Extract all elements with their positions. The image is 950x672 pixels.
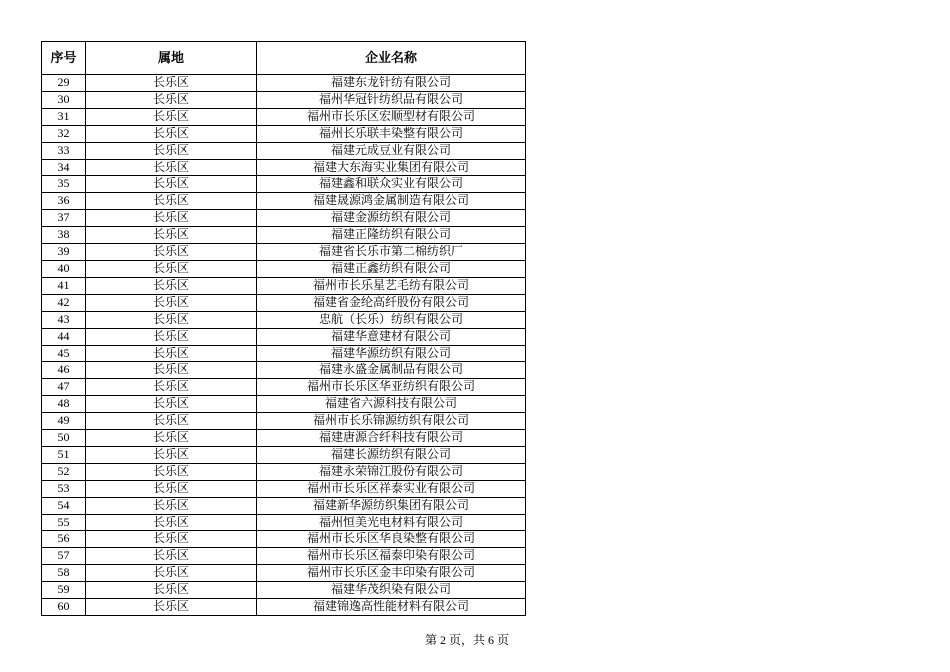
cell-index: 39 [42, 244, 86, 261]
table-row [42, 176, 526, 193]
cell-company-name: 福建鑫和联众实业有限公司 [257, 176, 526, 193]
cell-region: 长乐区 [86, 277, 257, 294]
cell-index: 47 [42, 379, 86, 396]
cell-index: 38 [42, 227, 86, 244]
cell-region: 长乐区 [86, 108, 257, 125]
table-row [42, 582, 526, 599]
cell-region: 长乐区 [86, 91, 257, 108]
cell-index: 58 [42, 565, 86, 582]
table-row [42, 362, 526, 379]
cell-region: 长乐区 [86, 193, 257, 210]
table-row [42, 514, 526, 531]
table-row [42, 599, 526, 616]
cell-company-name: 福建元成豆业有限公司 [257, 142, 526, 159]
table-row [42, 193, 526, 210]
cell-index: 55 [42, 514, 86, 531]
cell-region: 长乐区 [86, 548, 257, 565]
cell-region: 长乐区 [86, 565, 257, 582]
cell-index: 57 [42, 548, 86, 565]
cell-company-name: 福建正鑫纺织有限公司 [257, 260, 526, 277]
table-row [42, 277, 526, 294]
cell-index: 49 [42, 413, 86, 430]
table-row [42, 396, 526, 413]
cell-company-name: 福建永盛金属制品有限公司 [257, 362, 526, 379]
cell-region: 长乐区 [86, 463, 257, 480]
cell-company-name: 福建东龙针纺有限公司 [257, 75, 526, 92]
table-row [42, 294, 526, 311]
cell-index: 50 [42, 430, 86, 447]
table-row [42, 227, 526, 244]
table-row [42, 311, 526, 328]
cell-index: 48 [42, 396, 86, 413]
cell-region: 长乐区 [86, 75, 257, 92]
cell-region: 长乐区 [86, 142, 257, 159]
cell-company-name: 福建大东海实业集团有限公司 [257, 159, 526, 176]
cell-company-name: 忠航（长乐）纺织有限公司 [257, 311, 526, 328]
cell-index: 59 [42, 582, 86, 599]
cell-index: 30 [42, 91, 86, 108]
cell-index: 36 [42, 193, 86, 210]
cell-company-name: 福州市长乐锦源纺织有限公司 [257, 413, 526, 430]
cell-company-name: 福州长乐联丰染整有限公司 [257, 125, 526, 142]
cell-company-name: 福建唐源合纤科技有限公司 [257, 430, 526, 447]
table-row [42, 328, 526, 345]
cell-index: 42 [42, 294, 86, 311]
cell-region: 长乐区 [86, 413, 257, 430]
table-row [42, 75, 526, 92]
cell-company-name: 福建正隆纺织有限公司 [257, 227, 526, 244]
table-row [42, 430, 526, 447]
cell-company-name: 福州市长乐星艺毛纺有限公司 [257, 277, 526, 294]
cell-region: 长乐区 [86, 210, 257, 227]
cell-region: 长乐区 [86, 396, 257, 413]
cell-index: 31 [42, 108, 86, 125]
cell-index: 40 [42, 260, 86, 277]
header-index: 序号 [42, 42, 86, 75]
cell-region: 长乐区 [86, 311, 257, 328]
table-row [42, 548, 526, 565]
cell-company-name: 福建长源纺织有限公司 [257, 446, 526, 463]
cell-company-name: 福建华茂织染有限公司 [257, 582, 526, 599]
table-row [42, 565, 526, 582]
cell-index: 46 [42, 362, 86, 379]
cell-company-name: 福州市长乐区金丰印染有限公司 [257, 565, 526, 582]
cell-region: 长乐区 [86, 176, 257, 193]
cell-region: 长乐区 [86, 294, 257, 311]
cell-company-name: 福建金源纺织有限公司 [257, 210, 526, 227]
cell-region: 长乐区 [86, 514, 257, 531]
cell-region: 长乐区 [86, 260, 257, 277]
cell-company-name: 福州市长乐区宏顺型材有限公司 [257, 108, 526, 125]
table-header-row [42, 42, 526, 75]
table-row [42, 108, 526, 125]
cell-region: 长乐区 [86, 159, 257, 176]
cell-index: 51 [42, 446, 86, 463]
table-row [42, 125, 526, 142]
cell-region: 长乐区 [86, 531, 257, 548]
cell-company-name: 福建省六源科技有限公司 [257, 396, 526, 413]
table-row [42, 480, 526, 497]
cell-index: 44 [42, 328, 86, 345]
cell-company-name: 福建华源纺织有限公司 [257, 345, 526, 362]
cell-company-name: 福建华意建材有限公司 [257, 328, 526, 345]
table-row [42, 91, 526, 108]
cell-index: 52 [42, 463, 86, 480]
table-row [42, 531, 526, 548]
table-row [42, 379, 526, 396]
cell-region: 长乐区 [86, 379, 257, 396]
cell-company-name: 福州市长乐区福泰印染有限公司 [257, 548, 526, 565]
cell-region: 长乐区 [86, 345, 257, 362]
cell-index: 56 [42, 531, 86, 548]
cell-company-name: 福建锦逸高性能材料有限公司 [257, 599, 526, 616]
table-row [42, 497, 526, 514]
table-row [42, 446, 526, 463]
table-row [42, 244, 526, 261]
cell-index: 33 [42, 142, 86, 159]
cell-index: 29 [42, 75, 86, 92]
cell-region: 长乐区 [86, 446, 257, 463]
cell-region: 长乐区 [86, 599, 257, 616]
cell-region: 长乐区 [86, 430, 257, 447]
cell-index: 43 [42, 311, 86, 328]
cell-company-name: 福州市长乐区祥泰实业有限公司 [257, 480, 526, 497]
cell-region: 长乐区 [86, 227, 257, 244]
cell-region: 长乐区 [86, 362, 257, 379]
enterprise-table [41, 41, 526, 616]
table-row [42, 260, 526, 277]
cell-region: 长乐区 [86, 125, 257, 142]
cell-company-name: 福州市长乐区华亚纺织有限公司 [257, 379, 526, 396]
cell-region: 长乐区 [86, 328, 257, 345]
cell-index: 37 [42, 210, 86, 227]
cell-index: 35 [42, 176, 86, 193]
cell-company-name: 福建省金纶高纤股份有限公司 [257, 294, 526, 311]
header-company-name: 企业名称 [257, 42, 526, 75]
cell-index: 34 [42, 159, 86, 176]
cell-index: 45 [42, 345, 86, 362]
cell-index: 41 [42, 277, 86, 294]
cell-company-name: 福建永荣锦江股份有限公司 [257, 463, 526, 480]
table-row [42, 210, 526, 227]
table-row [42, 159, 526, 176]
cell-index: 32 [42, 125, 86, 142]
cell-company-name: 福建省长乐市第二棉纺织厂 [257, 244, 526, 261]
cell-index: 53 [42, 480, 86, 497]
cell-region: 长乐区 [86, 480, 257, 497]
cell-company-name: 福州市长乐区华良染整有限公司 [257, 531, 526, 548]
page-number: 第 2 页，共 6 页 [425, 633, 510, 647]
cell-region: 长乐区 [86, 582, 257, 599]
cell-region: 长乐区 [86, 497, 257, 514]
cell-region: 长乐区 [86, 244, 257, 261]
cell-company-name: 福州华冠针纺织品有限公司 [257, 91, 526, 108]
cell-index: 54 [42, 497, 86, 514]
table-row [42, 463, 526, 480]
cell-company-name: 福州恒美光电材料有限公司 [257, 514, 526, 531]
table-row [42, 142, 526, 159]
header-region: 属地 [86, 42, 257, 75]
table-row [42, 413, 526, 430]
cell-company-name: 福建晟源鸿金属制造有限公司 [257, 193, 526, 210]
cell-company-name: 福建新华源纺织集团有限公司 [257, 497, 526, 514]
table-row [42, 345, 526, 362]
cell-index: 60 [42, 599, 86, 616]
